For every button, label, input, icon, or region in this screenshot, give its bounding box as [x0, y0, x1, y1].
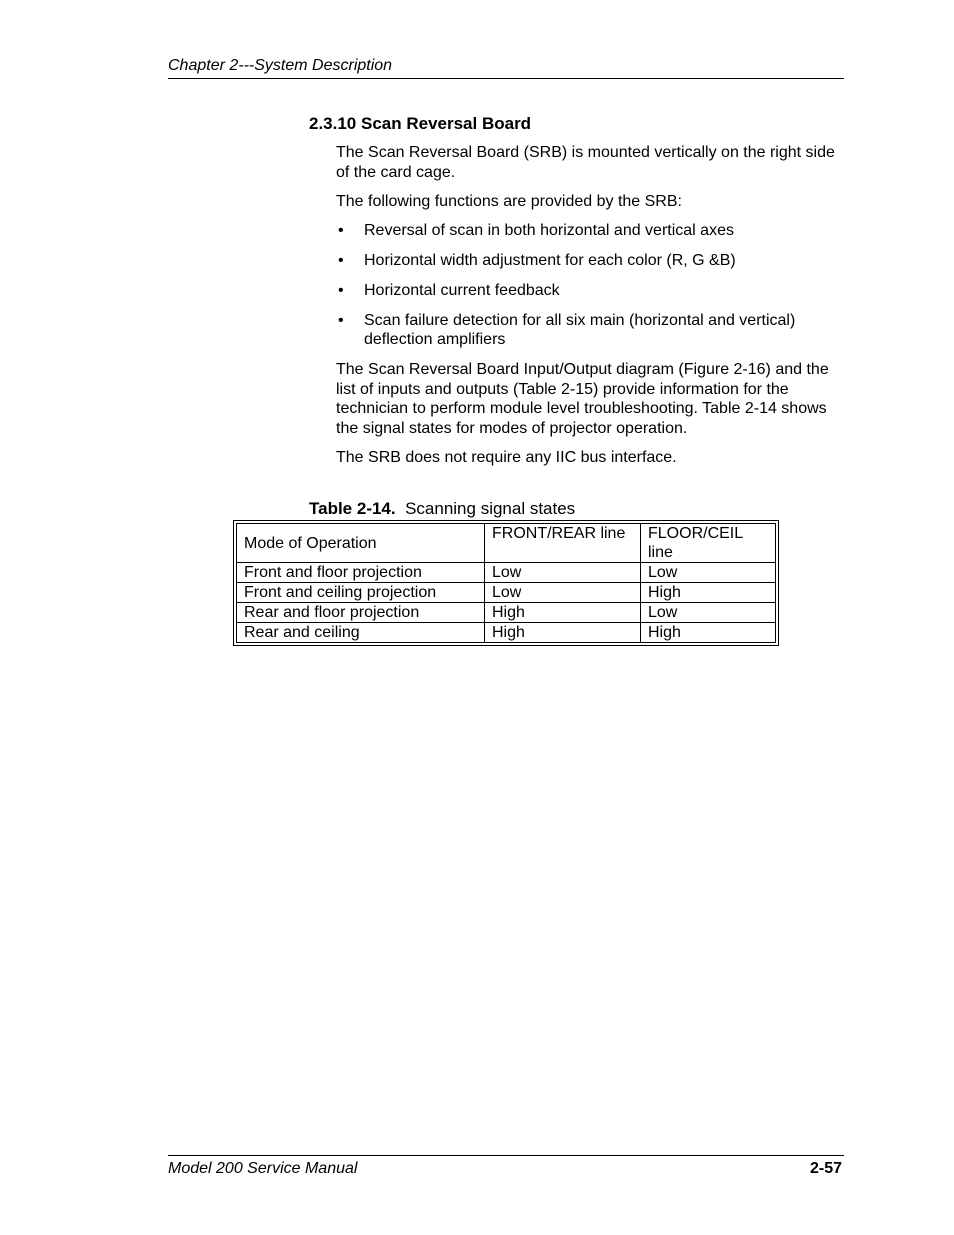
signal-states-table-frame [233, 520, 779, 646]
table-cell: High [641, 583, 776, 603]
paragraph-iic-note: The SRB does not require any IIC bus interface. [336, 448, 677, 466]
table-cell: Low [641, 603, 776, 623]
section-heading: 2.3.10 Scan Reversal Board [309, 114, 532, 133]
header-cell-floor-ceil: FLOOR/CEIL line [641, 524, 776, 563]
table-cell: Low [641, 563, 776, 583]
list-item [336, 251, 844, 271]
bullet-icon: • [338, 311, 344, 329]
header-cell-mode: Mode of Operation [237, 524, 485, 563]
table-caption-label: Table 2-14. [309, 499, 396, 518]
signal-states-table [236, 523, 776, 643]
chapter-title: Chapter 2---System Description [168, 57, 393, 74]
table-cell: High [485, 603, 641, 623]
table-row [237, 563, 776, 583]
section-body [336, 143, 844, 477]
bullet-icon: • [338, 251, 344, 269]
paragraph-functions-lead: The following functions are provided by the SRB: [336, 192, 682, 210]
bullet-icon: • [338, 221, 344, 239]
table-cell: High [641, 623, 776, 643]
list-item-text: Horizontal current feedback [364, 281, 560, 299]
table-cell: Low [485, 583, 641, 603]
bullet-icon: • [338, 281, 344, 299]
table-cell: Rear and ceiling [237, 623, 485, 643]
table-row [237, 583, 776, 603]
list-item [336, 281, 844, 301]
list-item [336, 221, 844, 241]
manual-title: Model 200 Service Manual [168, 1160, 358, 1177]
list-item [336, 311, 844, 350]
page-number: 2-57 [809, 1160, 842, 1177]
paragraph-diagram-reference: The Scan Reversal Board Input/Output diagram (Figure 2-16) and the list of inputs and outputs (Table 2-15) provide information for the technician to perform module level troubleshooting. Table 2-14 shows the signal states for modes of projector operation. [336, 361, 829, 437]
table-cell: Rear and floor projection [237, 603, 485, 623]
list-item-text: Horizontal width adjustment for each color (R, G &B) [364, 251, 736, 269]
table-cell: High [485, 623, 641, 643]
function-list [336, 221, 844, 350]
paragraph-intro: The Scan Reversal Board (SRB) is mounted vertically on the right side of the card cage. [336, 144, 835, 181]
table-header-row [237, 524, 776, 563]
list-item-text: Scan failure detection for all six main (horizontal and vertical) deflection amplifiers [364, 311, 796, 348]
table-row [237, 623, 776, 643]
table-cell: Low [485, 563, 641, 583]
page-footer [168, 1155, 844, 1179]
table-cell: Front and ceiling projection [237, 583, 485, 603]
page-header [168, 56, 844, 79]
header-cell-front-rear: FRONT/REAR line [485, 524, 641, 563]
list-item-text: Reversal of scan in both horizontal and vertical axes [364, 221, 734, 239]
table-caption [309, 498, 575, 520]
table-caption-text: Scanning signal states [405, 499, 576, 518]
table-cell: Front and floor projection [237, 563, 485, 583]
table-row [237, 603, 776, 623]
